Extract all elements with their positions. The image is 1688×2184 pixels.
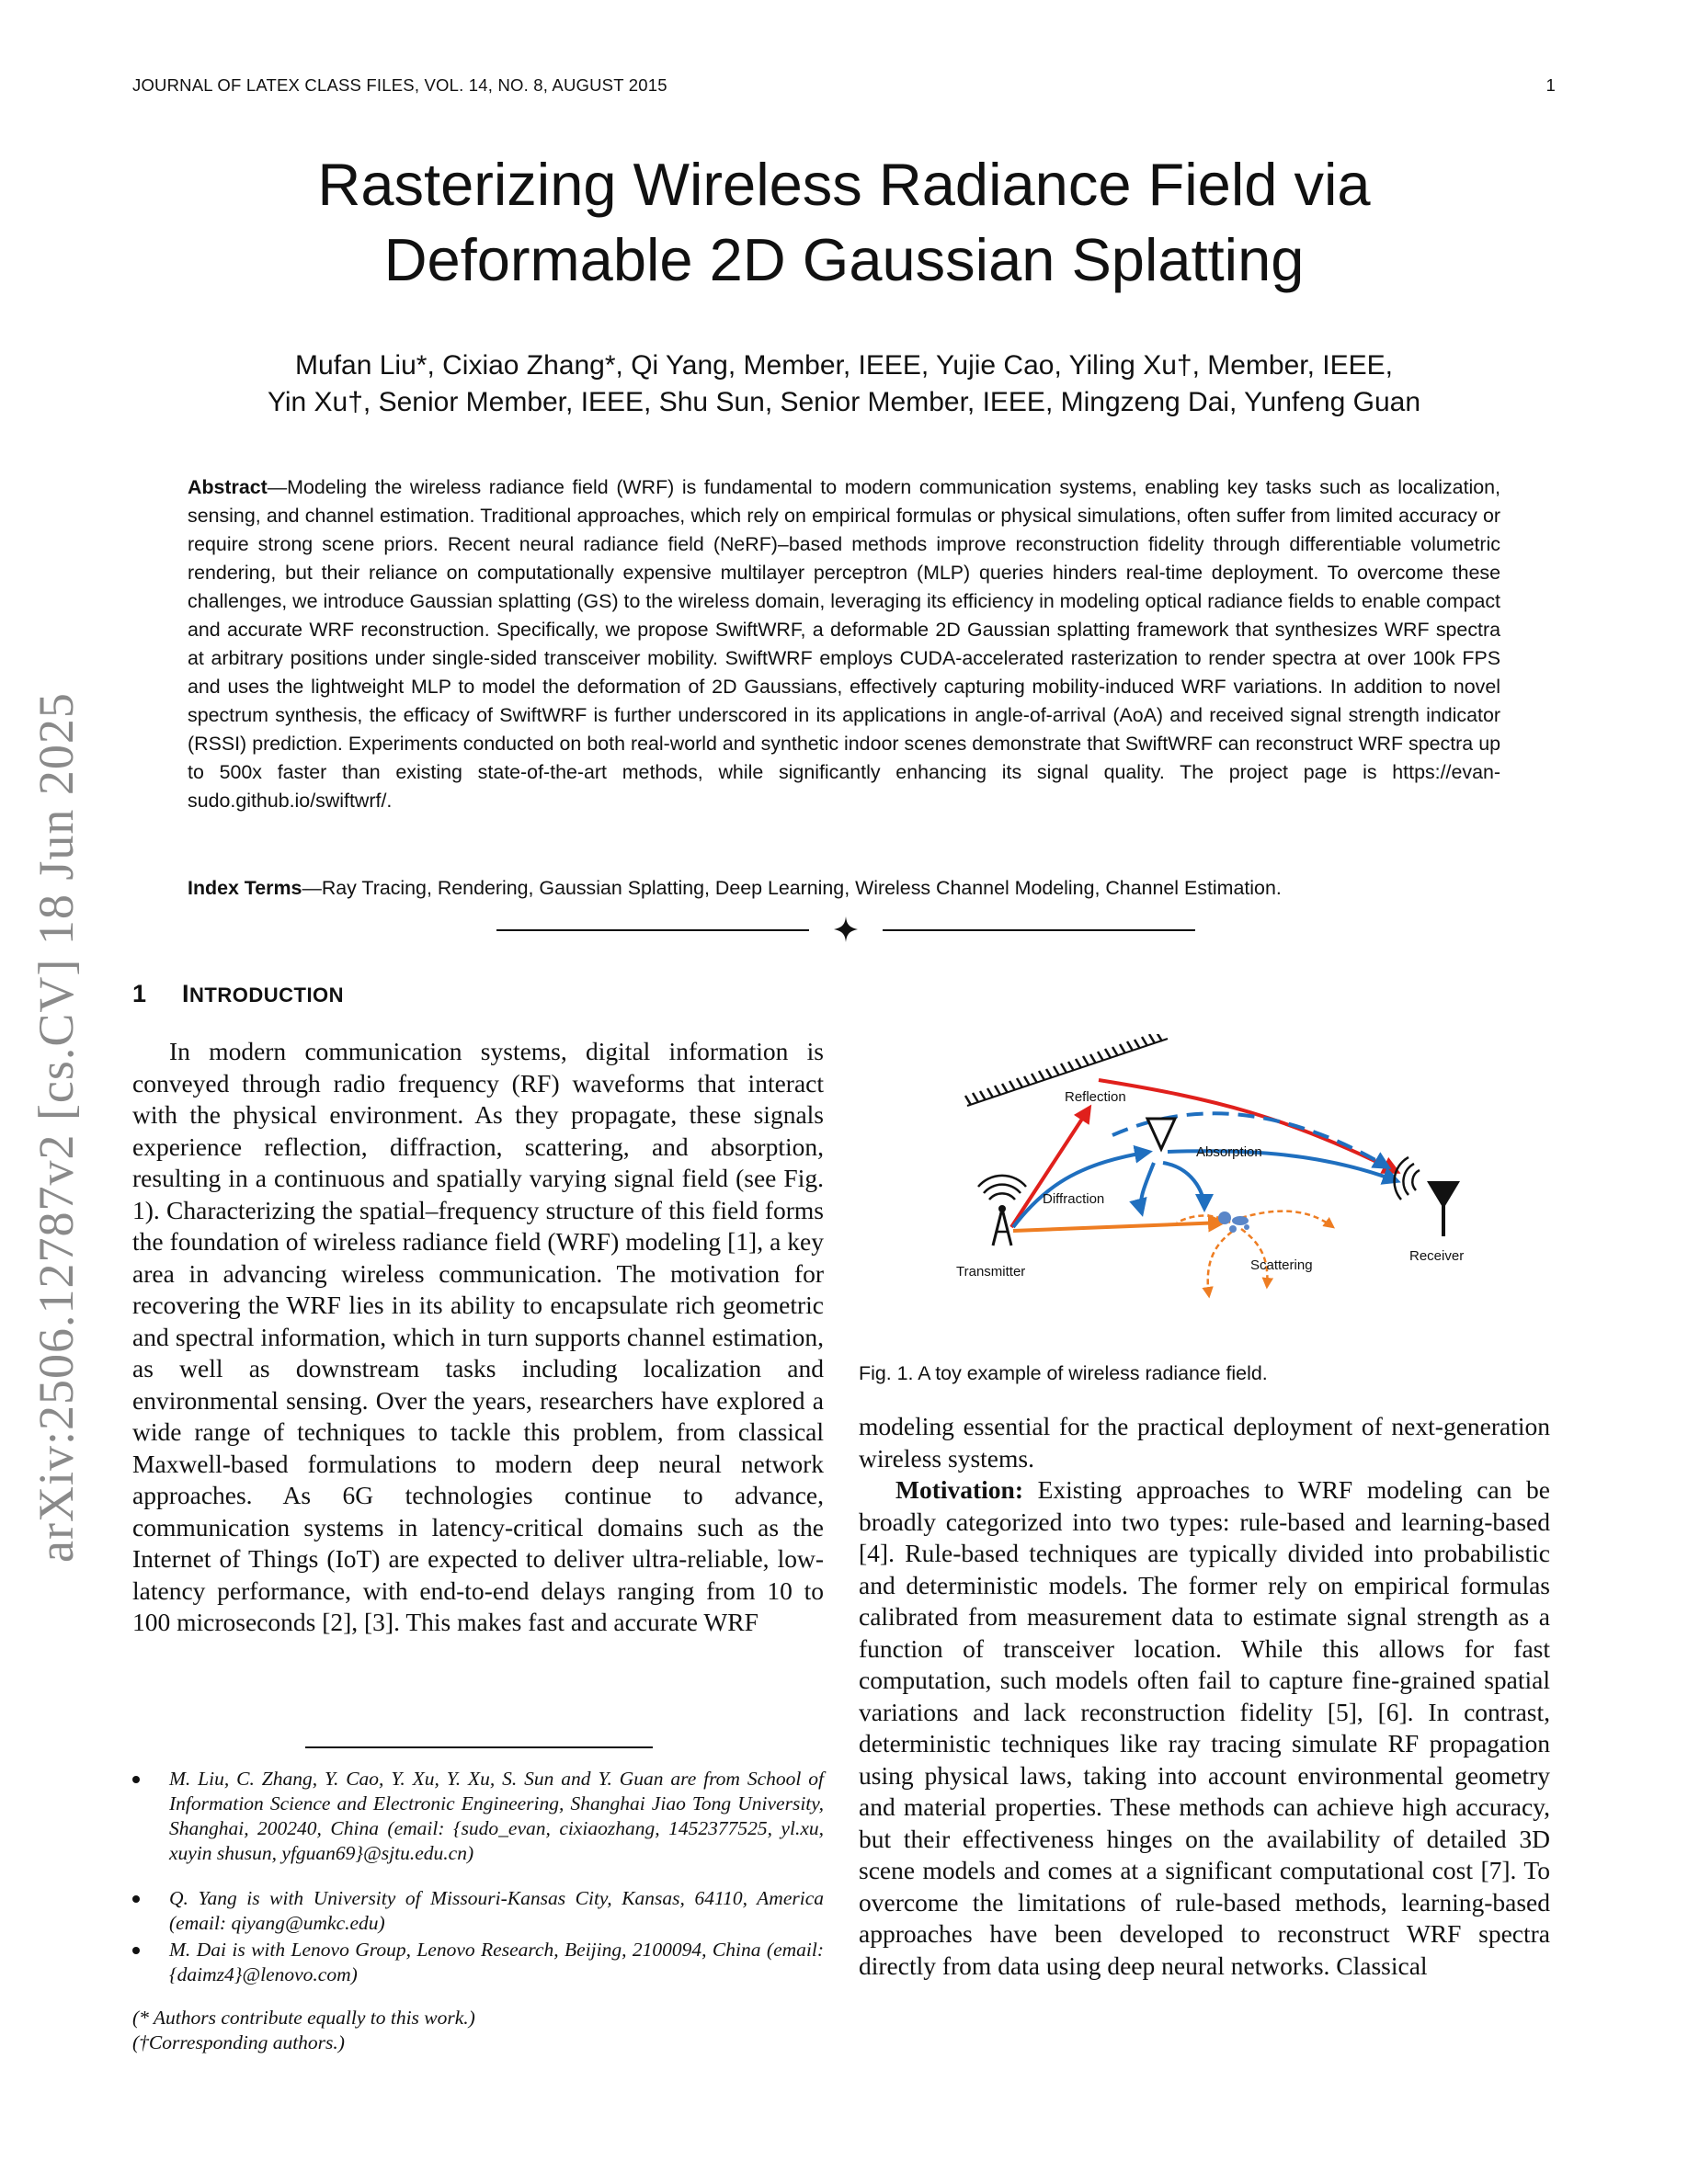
footnote-corresponding: (†Corresponding authors.) (132, 2031, 345, 2053)
section-number: 1 (132, 980, 147, 1007)
footnote-affiliation-umkc (132, 1886, 824, 1936)
motivation-text: Existing approaches to WRF modeling can be broadly categorized into two types: rule-based and learning-based [4]. Rule-based techniques are typically divided into probabilistic and deterministic models. The former rely on empirical formulas calibrated from measurement data to estimate signal strength as a function of transceiver location. While this allows for fast computation, such models often fail to capture fine-grained spatial variations and lack reconstruction fidelity [5], [6]. In contrast, deterministic techniques like ray tracing simulate RF propagation using physical laws, taking into account environmental geometry and material properties. These methods can achieve high accuracy, but their effectiveness hinges on the availability of detailed 3D scene models and comes at a significant computational cost [7]. To overcome the limitations of rule-based methods, learning-based approaches have been developed to reconstruct WRF spectra directly from data using deep neural networks. Classical (859, 1475, 1550, 1980)
divider-line-right (883, 929, 1195, 931)
footnotes (132, 1767, 824, 2055)
diffraction-path (1013, 1152, 1149, 1227)
footnote-text: M. Liu, C. Zhang, Y. Cao, Y. Xu, Y. Xu, S. Sun and Y. Guan are from School of Information Science and Electronic Engineering, Shanghai Jiao Tong University, Shanghai, 200240, China (email: {sudo_evan, cixiaozhang, 1452377525, yl.xu, xuyin shusun, yfguan69}@sjtu.edu.cn) (169, 1768, 824, 1864)
reflection-path (1011, 1108, 1089, 1227)
footnote-text: M. Dai is with Lenovo Group, Lenovo Research, Beijing, 2100094, China (email: {daimz4}@lenovo.com) (169, 1939, 824, 1985)
scattering-branch-1 (1241, 1211, 1333, 1227)
receiver-label: Receiver (1409, 1248, 1465, 1264)
index-terms (188, 874, 1500, 903)
footnote-affiliation-sjtu (132, 1767, 824, 1866)
diffraction-label: Diffraction (1043, 1191, 1105, 1207)
paper-title (132, 147, 1556, 298)
bullet-icon (132, 1947, 140, 1954)
wrf-diagram (901, 1034, 1489, 1319)
transmitter-label: Transmitter (956, 1264, 1026, 1280)
abstract-label: Abstract (188, 476, 268, 498)
reflection-label: Reflection (1065, 1089, 1126, 1105)
scattering-path (1013, 1223, 1223, 1231)
title-line-2: Deformable 2D Gaussian Splatting (383, 226, 1305, 293)
author-list (132, 347, 1556, 421)
journal-name: JOURNAL OF LATEX CLASS FILES, VOL. 14, NO. 8, AUGUST 2015 (132, 75, 667, 95)
section-title-rest: NTRODUCTION (189, 984, 345, 1007)
footnote-text: Q. Yang is with University of Missouri-Kansas City, Kansas, 64110, America (email: qiyang@umkc.edu) (169, 1887, 824, 1934)
diffraction-obstacle-icon (1147, 1119, 1175, 1149)
diffraction-branch-1 (1163, 1163, 1204, 1209)
arxiv-identifier: arXiv:2506.12787v2 [cs.CV] 18 Jun 2025 (29, 692, 84, 1563)
title-line-1: Rasterizing Wireless Radiance Field via (317, 151, 1371, 218)
figure-caption: Fig. 1. A toy example of wireless radiance field. (859, 1362, 1268, 1384)
author-line-2: Yin Xu†, Senior Member, IEEE, Shu Sun, Senior Member, IEEE, Mingzeng Dai, Yunfeng Guan (267, 387, 1421, 417)
transmitter-antenna-icon (978, 1176, 1026, 1246)
index-terms-text: —Ray Tracing, Rendering, Gaussian Splatting, Deep Learning, Wireless Channel Modeling, Channel Estimation. (302, 877, 1282, 899)
diamond-star-icon (833, 916, 859, 943)
receiver-antenna-icon (1395, 1157, 1460, 1236)
footnote-equal-contribution: (* Authors contribute equally to this work.) (132, 2007, 475, 2029)
diffraction-branch-2 (1141, 1163, 1154, 1213)
intro-paragraph-right-continued: modeling essential for the practical deployment of next-generation wireless systems. (859, 1412, 1550, 1473)
section-title-initial: I (182, 980, 190, 1007)
scattering-branch-2 (1208, 1232, 1232, 1296)
motivation-paragraph (859, 1474, 1550, 1982)
page-number: 1 (1545, 75, 1556, 95)
divider-line-left (496, 929, 809, 931)
index-terms-label: Index Terms (188, 877, 302, 899)
motivation-label: Motivation: (895, 1475, 1024, 1504)
running-header (132, 75, 1556, 99)
abstract-text: —Modeling the wireless radiance field (WRF) is fundamental to modern communication systems, enabling key tasks such as localization, sensing, and channel estimation. Traditional approaches, which rely on empirical formulas or physical simulations, often suffer from limited accuracy or require strong scene priors. Recent neural radiance field (NeRF)–based methods improve reconstruction fidelity through differentiable volumetric rendering, but their reliance on computationally expensive multilayer perceptron (MLP) queries hinders real-time deployment. To overcome these challenges, we introduce Gaussian splatting (GS) to the wireless domain, leveraging its efficiency in modeling optical radiance fields to enable compact and accurate WRF reconstruction. Specifically, we propose SwiftWRF, a deformable 2D Gaussian splatting framework that synthesizes WRF spectra at arbitrary positions under single-sided transceiver mobility. SwiftWRF employs CUDA-accelerated rasterization to render spectra at over 100k FPS and uses the lightweight MLP to model the deformation of 2D Gaussians, effectively capturing mobility-induced WRF variations. In addition to novel spectrum synthesis, the efficacy of SwiftWRF is further underscored in its applications in angle-of-arrival (AoA) and received signal strength indicator (RSSI) prediction. Experiments conducted on both real-world and synthetic indoor scenes demonstrate that SwiftWRF can reconstruct WRF spectra up to 500x faster than existing state-of-the-art methods, while significantly enhancing its signal quality. The project page is https://evan-sudo.github.io/swiftwrf/. (188, 476, 1500, 812)
scattering-label: Scattering (1250, 1257, 1313, 1273)
scatterer-particles (1218, 1211, 1249, 1233)
section-divider (496, 916, 1195, 943)
absorption-label: Absorption (1196, 1144, 1262, 1160)
figure-1 (901, 1034, 1489, 1319)
bullet-icon (132, 1776, 140, 1783)
footnote-rule (305, 1746, 653, 1748)
bullet-icon (132, 1895, 140, 1903)
section-heading (132, 980, 344, 1008)
footnote-affiliation-lenovo (132, 1938, 824, 1987)
abstract (188, 473, 1500, 815)
author-line-1: Mufan Liu*, Cixiao Zhang*, Qi Yang, Member, IEEE, Yujie Cao, Yiling Xu†, Member, IEEE, (295, 350, 1393, 381)
intro-paragraph-left: In modern communication systems, digital information is conveyed through radio frequency (RF) waveforms that interact with the physical environment. As they propagate, these signals experience reflection, diffraction, scattering, and absorption, resulting in a continuous and spatially varying signal field (see Fig. 1). Characterizing the spatial–frequency structure of this field forms the foundation of wireless radiance field (WRF) modeling [1], a key area in advancing wireless communication. The motivation for recovering the WRF lies in its ability to encapsulate rich geometric and spectral information, which in turn supports channel estimation, as well as downstream tasks including localization and environmental sensing. Over the years, researchers have explored a wide range of techniques to tackle this problem, from classical Maxwell-based formulations to modern deep neural network approaches. As 6G technologies continue to advance, communication systems in latency-critical domains such as the Internet of Things (IoT) are expected to deliver ultra-reliable, low-latency performance, with end-to-end delays ranging from 10 to 100 microseconds [2], [3]. This makes fast and accurate WRF (132, 1037, 824, 1636)
